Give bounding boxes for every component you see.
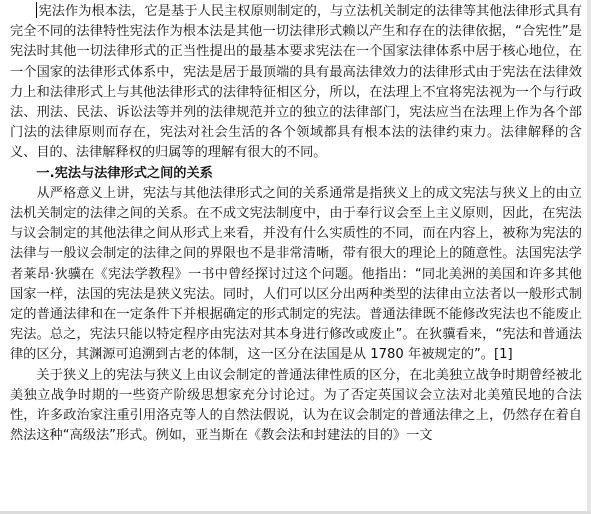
intro-paragraph-text: 宪法作为根本法，它是基于人民主权原则制定的，与立法机关制定的法律等其他法律形式具有完全不同的法律特性宪法作为根本法是其他一切法律形式赖以产生和存在的法律依据，“合宪性”是宪法时其他一切法律形式的正当性提出的最基本要求宪法在一个国家法律体系中居于核心地位，在一个国家的法律形式体系中，宪法是居于最顶端的具有最高法律效力的法律形式由于宪法在法律效力上和法律形式上与其他法律形式的法律特征相区分，所以，在法理上不宜将宪法视为一个与行政法、刑法、民法、诉讼法等并列的法律规范并立的独立的法律部门，宪法应当在法理上作为各个部门法的法律原则而存在，宪法对社会生活的各个领域都具有根本法的法律约束力。法律解释的含义、目的、法律解释权的归属等的理解有很大的不同。 [10, 4, 582, 161]
body-paragraph-3: 关于狭义上的宪法与狭义上由议会制定的普通法律性质的区分，在北美独立战争时期曾经被北美独立战争时期的一些资产阶级思想家充分讨论过。为了否定英国议会立法对北美殖民地的合法性，许多政治家注重引用洛克等人的自然法假说，认为在议会制定的普通法律之上，仍然存在着自然法这种“高级法”形式。例如，亚当斯在《教会法和封建法的目的》一文 [10, 367, 582, 444]
section-heading: 一.宪法与法律形式之间的关系 [36, 165, 213, 181]
document-body[interactable] [10, 2, 582, 446]
body-paragraph-2: 从严格意义上讲，宪法与其他法律形式之间的关系通常是指狭义上的成文宪法与狭义上的由立法机关制定的法律之间的关系。在不成文宪法制度中，由于奉行议会至上主义原则，因此，在宪法与议会制定的其他法律之间从形式上来看，并没有什么实质性的不同，而在内容上，被称为宪法的法律与一般议会制定的法律之间的界限也不是非常清晰，带有很大的理论上的随意性。法国宪法学者莱昂·狄骥在《宪法学教程》一书中曾经探讨过这个问题。他指出：“同北美洲的美国和许多其他国家一样，法国的宪法是狭义宪法。同时，人们可以区分出两种类型的法律由立法者以一般形式制定的普通法律和在一定条件下并根据确定的形式制定的宪法。普通法律既不能修改宪法也不能废止宪法。总之，宪法只能以特定程序由宪法对其本身进行修改或废止”。在狄骥看来，“宪法和普通法律的区分，其渊源可追溯到古老的体制，这一区分在法国是从 1780 年被规定的”。[1] [10, 185, 582, 363]
intro-paragraph [10, 2, 582, 164]
window-right-edge [587, 0, 591, 514]
